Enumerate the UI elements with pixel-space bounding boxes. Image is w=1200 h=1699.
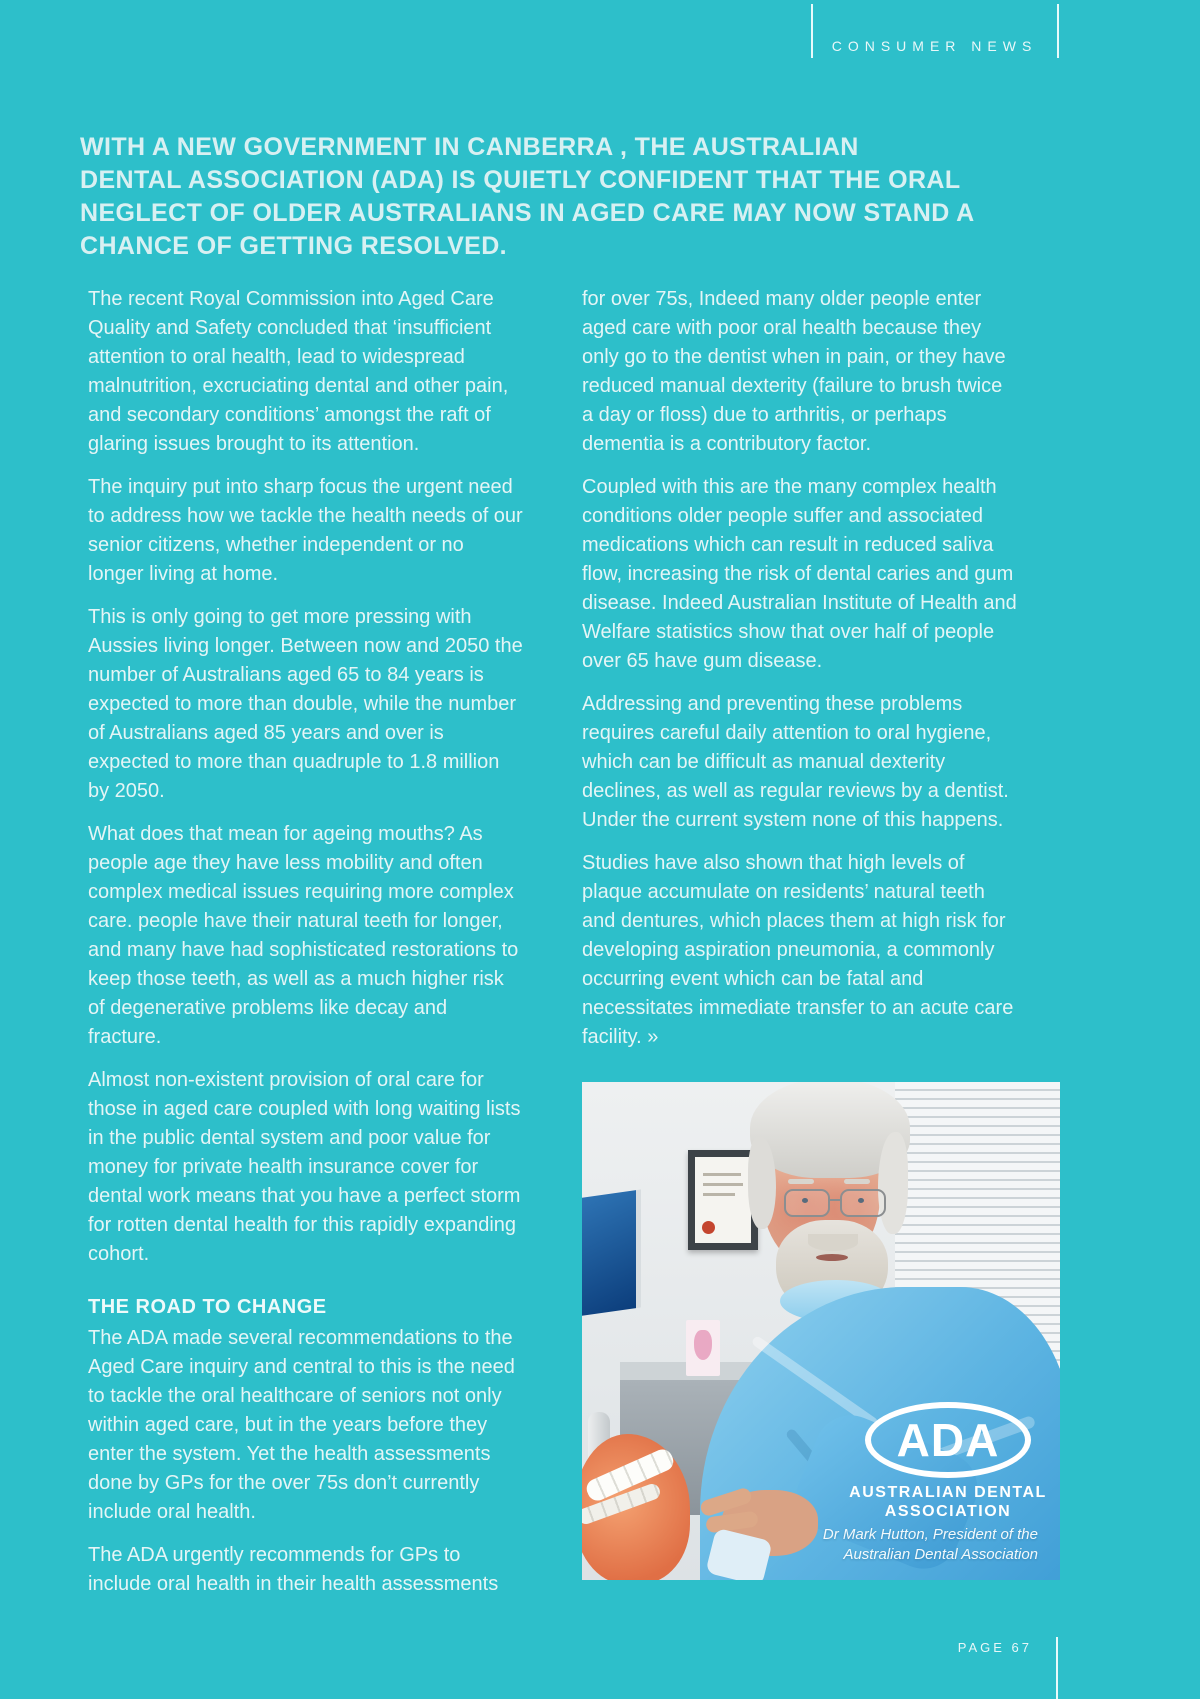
gown-fold xyxy=(751,1335,880,1429)
ada-logo-name-line-2: ASSOCIATION xyxy=(884,1503,1012,1520)
ada-logo xyxy=(865,1402,1031,1478)
right-column xyxy=(582,285,1018,1066)
hair xyxy=(878,1132,908,1234)
section-kicker: CONSUMER NEWS xyxy=(831,38,1038,54)
tooth-poster-graphic xyxy=(686,1320,720,1376)
footer-rule xyxy=(1056,1637,1058,1699)
paragraph: The inquiry put into sharp focus the urgent need to address how we tackle the health needs of our senior citizens, whether independent or no longer living at home. xyxy=(88,476,523,585)
page-number: PAGE 67 xyxy=(957,1640,1032,1655)
certificate-seal xyxy=(702,1221,715,1234)
left-column xyxy=(88,285,524,1613)
paragraph: The ADA made several recommendations to the Aged Care inquiry and central to this is the need to tackle the oral healthcare of seniors not only within aged care, but in the years before they enter the system. Yet the health assessments done by GPs for the over 75s don’t currently include oral health. xyxy=(88,1327,515,1523)
paragraph: Addressing and preventing these problems requires careful daily attention to oral hygiene, which can be difficult as manual dexterity declines, as well as regular reviews by a dentist. Under the current system none of this happens. xyxy=(582,693,1009,831)
tooth-icon xyxy=(694,1330,712,1360)
ada-logo-acronym: ADA xyxy=(896,1414,1000,1466)
headline-line-3: NEGLECT OF OLDER AUSTRALIANS IN AGED CARE MAY NOW STAND A xyxy=(80,199,975,227)
eyebrow xyxy=(844,1179,870,1184)
section-subheading: THE ROAD TO CHANGE xyxy=(88,1296,327,1318)
certificate-text-line xyxy=(703,1193,735,1196)
certificate-text-line xyxy=(703,1183,743,1186)
ada-logo-name xyxy=(832,1483,1060,1521)
paragraph: What does that mean for ageing mouths? As people age they have less mobility and often complex medical issues requiring more complex care. people have their natural teeth for longer, and many have had sophisticated restorations to keep those teeth, as well as a much higher risk of degenerative problems like decay and fracture. xyxy=(88,823,519,1048)
glasses-lens xyxy=(840,1189,886,1217)
computer-monitor-graphic xyxy=(582,1189,641,1316)
photo-caption xyxy=(823,1525,1038,1565)
eyebrow xyxy=(788,1179,814,1184)
paragraph: Coupled with this are the many complex health conditions older people suffer and associated medications which can result in reduced saliva flow, increasing the risk of dental caries and gum disease. Indeed Australian Institute of Health and Welfare statistics show that over half of people over 65 have gum disease. xyxy=(582,476,1017,672)
paragraph: for over 75s, Indeed many older people enter aged care with poor oral health because they only go to the dentist when in pain, or they have reduced manual dexterity (failure to brush twice a day or floss) due to arthritis, or perhaps dementia is a contributory factor. xyxy=(582,288,1006,455)
headline-line-4: CHANCE OF GETTING RESOLVED. xyxy=(80,232,508,260)
certificate-text-line xyxy=(703,1173,741,1176)
paragraph: The ADA urgently recommends for GPs to include oral health in their health assessments xyxy=(88,1544,499,1595)
headline-line-2: DENTAL ASSOCIATION (ADA) IS QUIETLY CONFIDENT THAT THE ORAL xyxy=(80,166,961,194)
glasses-bridge xyxy=(828,1199,840,1201)
ada-logo-name-line-1: AUSTRALIAN DENTAL xyxy=(849,1484,1047,1501)
photo-caption-line-1: Dr Mark Hutton, President of the xyxy=(822,1526,1038,1543)
mouth xyxy=(816,1254,848,1261)
paragraph: The recent Royal Commission into Aged Care Quality and Safety concluded that ‘insufficient attention to oral health, lead to widespread malnutrition, excruciating dental and other pain, and secondary conditions’ amongst the raft of glaring issues brought to its attention. xyxy=(88,288,509,455)
article-headline xyxy=(80,131,975,263)
kicker-rule-right xyxy=(1057,4,1059,58)
mustache xyxy=(808,1234,858,1251)
photo-caption-line-2: Australian Dental Association xyxy=(843,1546,1038,1563)
headline-line-1: WITH A NEW GOVERNMENT IN CANBERRA , THE AUSTRALIAN xyxy=(80,133,859,161)
paragraph: Almost non-existent provision of oral care for those in aged care coupled with long waiting lists in the public dental system and poor value for money for private health insurance cover for dental work means that you have a perfect storm for rotten dental health for this rapidly expanding cohort. xyxy=(88,1069,521,1265)
paragraph: Studies have also shown that high levels of plaque accumulate on residents’ natural teeth and dentures, which places them at high risk for developing aspiration pneumonia, a commonly occurring event which can be fatal and necessitates immediate transfer to an acute care facility. » xyxy=(582,852,1014,1048)
dentist-photo xyxy=(582,1082,1060,1580)
glasses-lens xyxy=(784,1189,830,1217)
paragraph: This is only going to get more pressing with Aussies living longer. Between now and 2050 the number of Australians aged 65 to 84 years is expected to more than double, while the number of Australians aged 85 years and over is expected to more than quadruple to 1.8 million by 2050. xyxy=(88,606,523,802)
